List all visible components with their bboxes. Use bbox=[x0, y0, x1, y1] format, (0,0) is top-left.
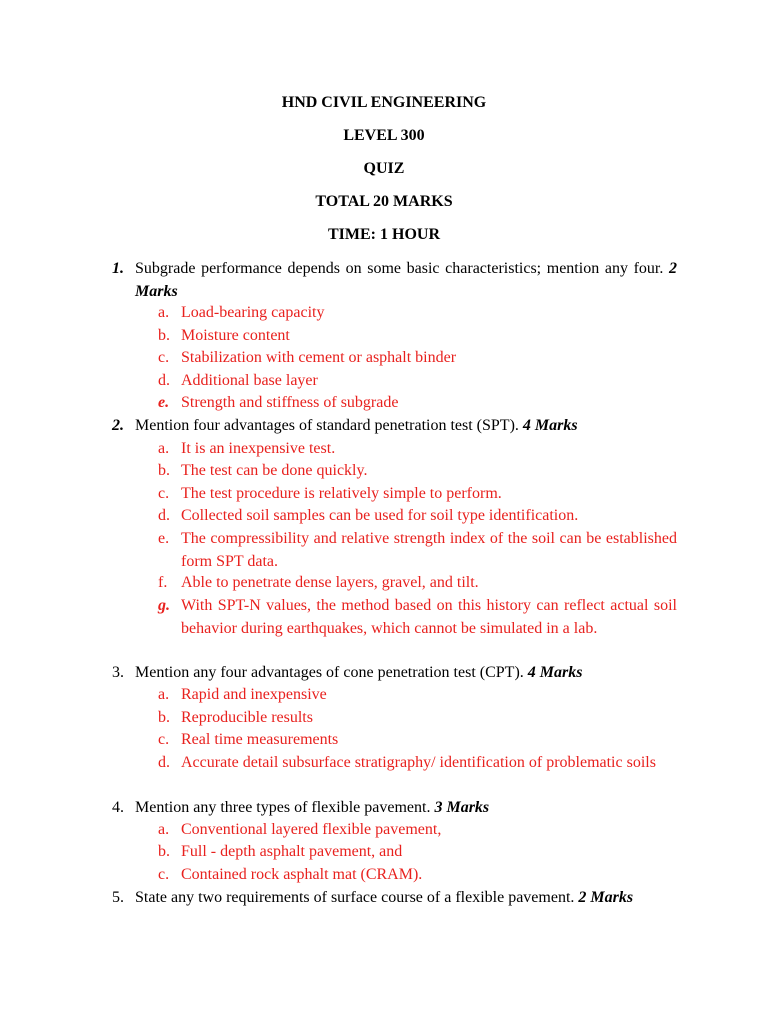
question-number: 2. bbox=[112, 417, 124, 434]
question-number: 3. bbox=[112, 664, 124, 681]
question-number: 5. bbox=[112, 889, 124, 906]
question-text: State any two requirements of surface course of a flexible pavement. 2 Marks bbox=[135, 889, 634, 906]
question-text: Mention any three types of flexible pavement. 3 Marks bbox=[135, 799, 490, 816]
question-number: 1. bbox=[112, 260, 124, 277]
question-marks: 2 Marks bbox=[135, 260, 677, 300]
quiz-title: QUIZ bbox=[363, 160, 405, 177]
question-text: Mention four advantages of standard penetration test (SPT). 4 Marks bbox=[135, 417, 578, 434]
question-marks: 4 Marks bbox=[527, 664, 583, 681]
question-marks: 2 Marks bbox=[578, 889, 634, 906]
question-text: Subgrade performance depends on some basic characteristics; mention any four. 2 Marks bbox=[135, 260, 677, 300]
level-title: LEVEL 300 bbox=[343, 127, 425, 144]
question-text: Mention any four advantages of cone penetration test (CPT). 4 Marks bbox=[135, 664, 583, 681]
question-marks: 3 Marks bbox=[434, 799, 490, 816]
time-title: TIME: 1 HOUR bbox=[328, 226, 440, 243]
question-marks: 4 Marks bbox=[522, 417, 578, 434]
document-page: HND CIVIL ENGINEERING LEVEL 300 QUIZ TOTAL 20 MARKS TIME: 1 HOUR 1. Subgrade performance depends on some basic characteristics; mention any four. 2 Marks a. Load-bearing capacity b. Moisture content c. Stabilization with cement or asphalt binder d. Additional base layer e. Strength and stiffness of subgrade 2. Mention four advantages of standard penetration test (SPT). 4 Marks a. It is an inexpensive test. b. The test can be done quickly. c. The test procedure is relatively simple to perform. d. Collected soil samples can be used for soil type identification. e. The compressibility and relative strength index of the soil can be established form SPT data. f. Able to penetrate dense layers, gravel, and tilt. g. With SPT-N values, the method based on this history can reflect actual soil behavior during earthquakes, which cannot be simulated in a lab. 3. Mention any four advantages of cone penetration test (CPT). 4 Marks a. Rapid and inexpensive b. Reproducible results c. Real time measurements d. Accurate detail subsurface stratigraphy/ identification of problematic soils 4. Mention any three types of flexible pavement. 3 Marks a. Conventional layered flexible pavement, b. Full - depth asphalt pavement, and c. Contained rock asphalt mat (CRAM). 5. State any two requirements of surface course of a flexible pavement. 2 Marks bbox=[0, 0, 768, 1024]
question-number: 4. bbox=[112, 799, 124, 816]
course-title: HND CIVIL ENGINEERING bbox=[281, 94, 487, 111]
total-marks-title: TOTAL 20 MARKS bbox=[315, 193, 453, 210]
